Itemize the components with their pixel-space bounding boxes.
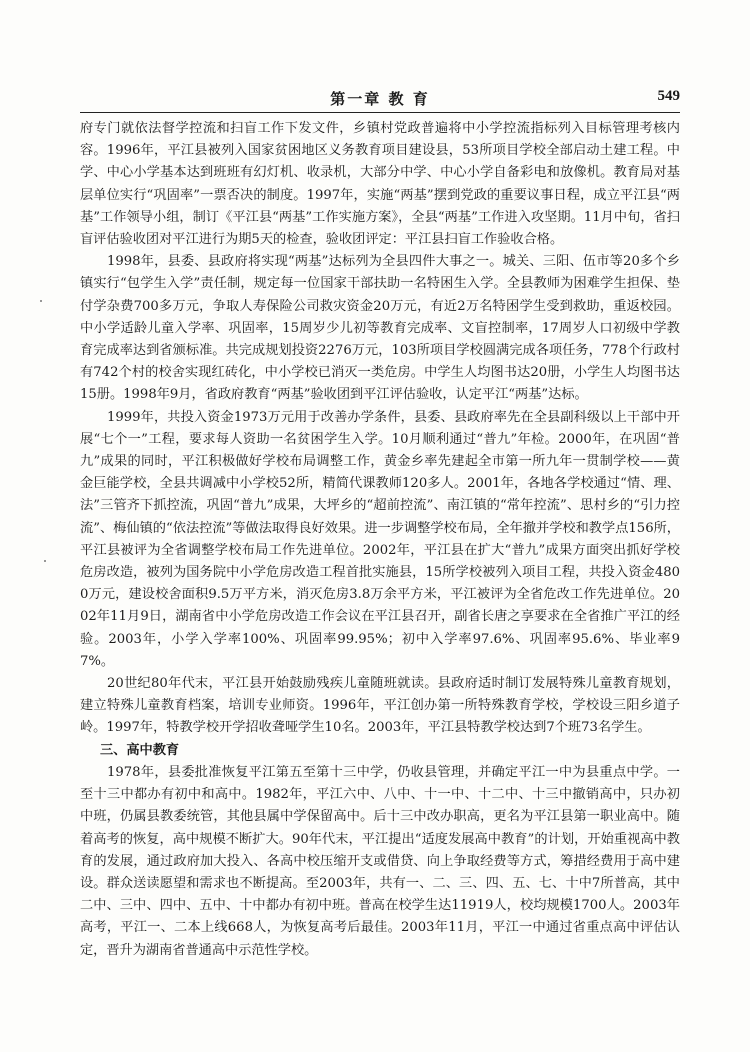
paragraph-4: 20世纪80年代末，平江县开始鼓励残疾儿童随班就读。县政府适时制订发展特殊儿童教育规划，建立特殊儿童教育档案，培训专业师资。1996年，平江创办第一所特殊教育学校，学校设三阳乡道子岭。1997年，特教学校开学招收聋哑学生10名。2003年，平江县特教学校达到7个班73名学生。 bbox=[80, 676, 680, 736]
section-heading: 三、高中教育 bbox=[100, 742, 180, 758]
body-text bbox=[80, 118, 680, 962]
paragraph-2: 1998年，县委、县政府将实现“两基”达标列为全县四件大事之一。城关、三阳、伍市等20多个乡镇实行“包学生入学”责任制，规定每一位国家干部扶助一名特困生入学。全县教师为困难学生担保、垫付学杂费700多万元，争取人寿保险公司救灾资金20万元，有近2万名特困学生受到救助，重返校园。中小学适龄儿童入学率、巩固率，15周岁少儿初等教育完成率、文盲控制率，17周岁人口初级中学教育完成率达到省颁标准。共完成规划投资2276万元，103所项目学校圆满完成各项任务，778个行政村有742个村的校舍实现红砖化，中小学校已消灭一类危房。中学生人均图书达20册，小学生人均图书达15册。1998年9月，省政府教育“两基”验收团到平江评估验收，认定平江“两基”达标。 bbox=[80, 254, 680, 403]
paragraph-5: 1978年，县委批准恢复平江第五至第十三中学，仍收县管理，并确定平江一中为县重点中学。一至十三中都办有初中和高中。1982年，平江六中、八中、十一中、十二中、十三中撤销高中，只办初中班，仍属县教委统管，其他县属中学保留高中。后十三中改办职高，更名为平江县第一职业高中。随着高考的恢复，高中规模不断扩大。90年代末，平江提出“适度发展高中教育”的计划，开始重视高中教育的发展，通过政府加大投入、各高中校压缩开支或借贷、向上争取经费等方式，筹措经费用于高中建设。群众送读愿望和需求也不断提高。至2003年，共有一、二、三、四、五、七、十中7所普高，其中二中、三中、四中、五中、十中都办有初中班。普高在校学生达11919人，校均规模1700人。2003年高考，平江一、二本上线668人，为恢复高考后最佳。2003年11月，平江一中通过省重点高中评估认定，晋升为湖南省普通高中示范性学校。 bbox=[80, 764, 680, 958]
paragraph-1: 府专门就依法督学控流和扫盲工作下发文件，乡镇村党政普遍将中小学控流指标列入目标管理考核内容。1996年，平江县被列入国家贫困地区义务教育项目建设县，53所项目学校全部启动土建工程。中学、中心小学基本达到班班有幻灯机、收录机，大部分中学、中心小学自备彩电和放像机。教育局对基层单位实行“巩固率”一票否决的制度。1997年，实施“两基”摆到党政的重要议事日程，成立平江县“两基”工作领导小组，制订《平江县“两基”工作实施方案》，全县“两基”工作进入攻坚期。11月中旬，省扫盲评估验收团对平江进行为期5天的检查，验收团评定：平江县扫盲工作验收合格。 bbox=[80, 121, 680, 248]
chapter-title: 第一章 教 育 bbox=[330, 90, 430, 108]
scan-speck bbox=[44, 560, 46, 562]
scan-speck bbox=[40, 300, 42, 302]
page-number: 549 bbox=[657, 88, 680, 104]
paragraph-3: 1999年，共投入资金1973万元用于改善办学条件，县委、县政府率先在全县副科级以上干部中开展“七个一”工程，要求每人资助一名贫困学生入学。10月顺利通过“普九”年检。2000年，在巩固“普九”成果的同时，平江积极做好学校布局调整工作，黄金乡率先建起全市第一所九年一贯制学校——黄金巨能学校，全县共调减中小学校52所，精简代课教师120多人。2001年，各地各学校通过“情、理、法”三管齐下抓控流，巩固“普九”成果，大坪乡的“超前控流”、南江镇的“常年控流”、思村乡的“引力控流”、梅仙镇的“依法控流”等做法取得良好效果。进一步调整学校布局，全年撤并学校和教学点156所，平江县被评为全省调整学校布局工作先进单位。2002年，平江县在扩大“普九”成果方面突出抓好学校危房改造，被列为国务院中小学危房改造工程首批实施县，15所学校被列入项目工程，共投入资金4800万元，建设校舍面积9.5万平方米，消灭危房3.8万余平方米，平江被评为全省危改工作先进单位。2002年11月9日，湖南省中小学危房改造工作会议在平江县召开，副省长唐之享要求在全省推广平江的经验。2003年，小学入学率100%、巩固率99.95%；初中入学率97.6%、巩固率95.6%、毕业率97%。 bbox=[80, 409, 680, 669]
running-header bbox=[80, 86, 680, 112]
header-rule bbox=[80, 112, 680, 113]
